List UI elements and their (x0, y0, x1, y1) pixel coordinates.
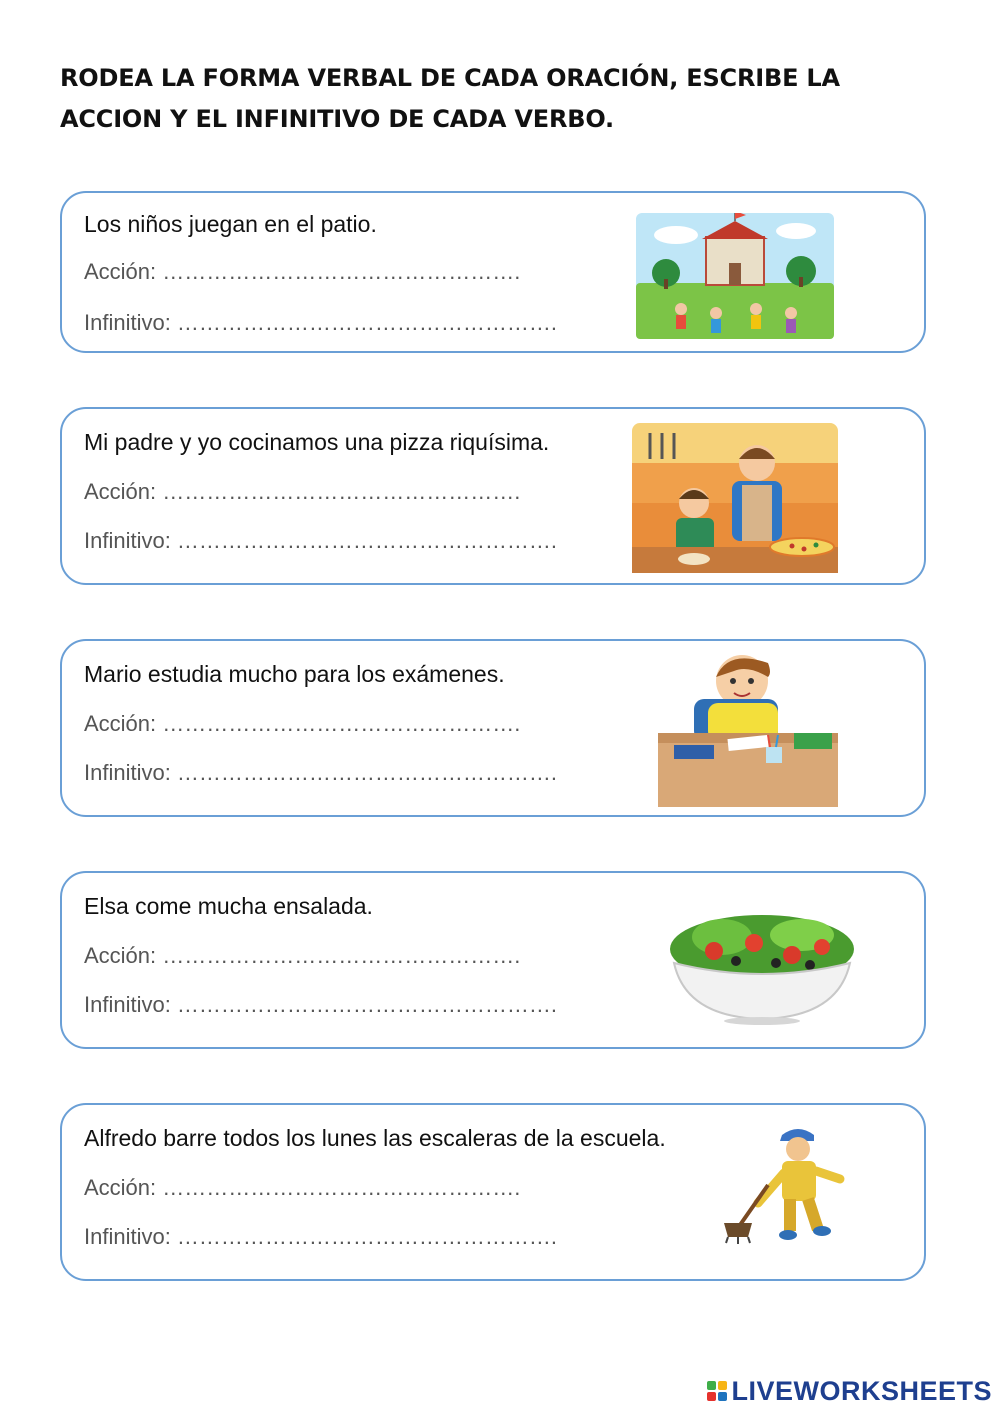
exercise-card-5 (60, 1103, 926, 1281)
exercise-sentence: Elsa come mucha ensalada. (84, 893, 373, 919)
infinitivo-answer-field[interactable]: Infinitivo: ……………………………………………. (84, 760, 558, 785)
exercise-card-3 (60, 639, 926, 817)
brand-square-yellow (718, 1381, 727, 1390)
exercise-card-4 (60, 871, 926, 1049)
liveworksheets-mark-icon (707, 1381, 727, 1401)
brand-square-red (707, 1392, 716, 1401)
infinitivo-answer-field[interactable]: Infinitivo: ……………………………………………. (84, 528, 558, 553)
exercise-card-2 (60, 407, 926, 585)
accion-answer-field[interactable]: Acción: …………………………………………. (84, 1175, 521, 1200)
accion-answer-field[interactable]: Acción: …………………………………………. (84, 259, 521, 284)
worker-sweeping-image (718, 1125, 868, 1249)
infinitivo-answer-field[interactable]: Infinitivo: ……………………………………………. (84, 1224, 558, 1249)
accion-answer-field[interactable]: Acción: …………………………………………. (84, 943, 521, 968)
father-and-son-cooking-image (632, 423, 838, 573)
salad-bowl-image (662, 899, 862, 1025)
exercise-card-1 (60, 191, 926, 353)
infinitivo-answer-field[interactable]: Infinitivo: ……………………………………………. (84, 992, 558, 1017)
exercise-sentence: Alfredo barre todos los lunes las escaleras de la escuela. (84, 1125, 666, 1151)
liveworksheets-wordmark: LIVEWORKSHEETS (731, 1375, 992, 1406)
brand-square-green (707, 1381, 716, 1390)
school-playground-image (636, 213, 834, 339)
brand-square-blue (718, 1392, 727, 1401)
infinitivo-answer-field[interactable]: Infinitivo: ……………………………………………. (84, 310, 558, 335)
exercise-sentence: Mario estudia mucho para los exámenes. (84, 661, 505, 687)
exercise-sentence: Mi padre y yo cocinamos una pizza riquísima. (84, 429, 550, 455)
liveworksheets-logo (707, 1375, 992, 1407)
accion-answer-field[interactable]: Acción: …………………………………………. (84, 479, 521, 504)
boy-studying-at-desk-image (638, 647, 848, 807)
exercise-sentence: Los niños juegan en el patio. (84, 211, 377, 237)
worksheet-title: RODEA LA FORMA VERBAL DE CADA ORACIÓN, ESCRIBE LA ACCION Y EL INFINITIVO DE CADA VERBO. (60, 64, 840, 133)
accion-answer-field[interactable]: Acción: …………………………………………. (84, 711, 521, 736)
